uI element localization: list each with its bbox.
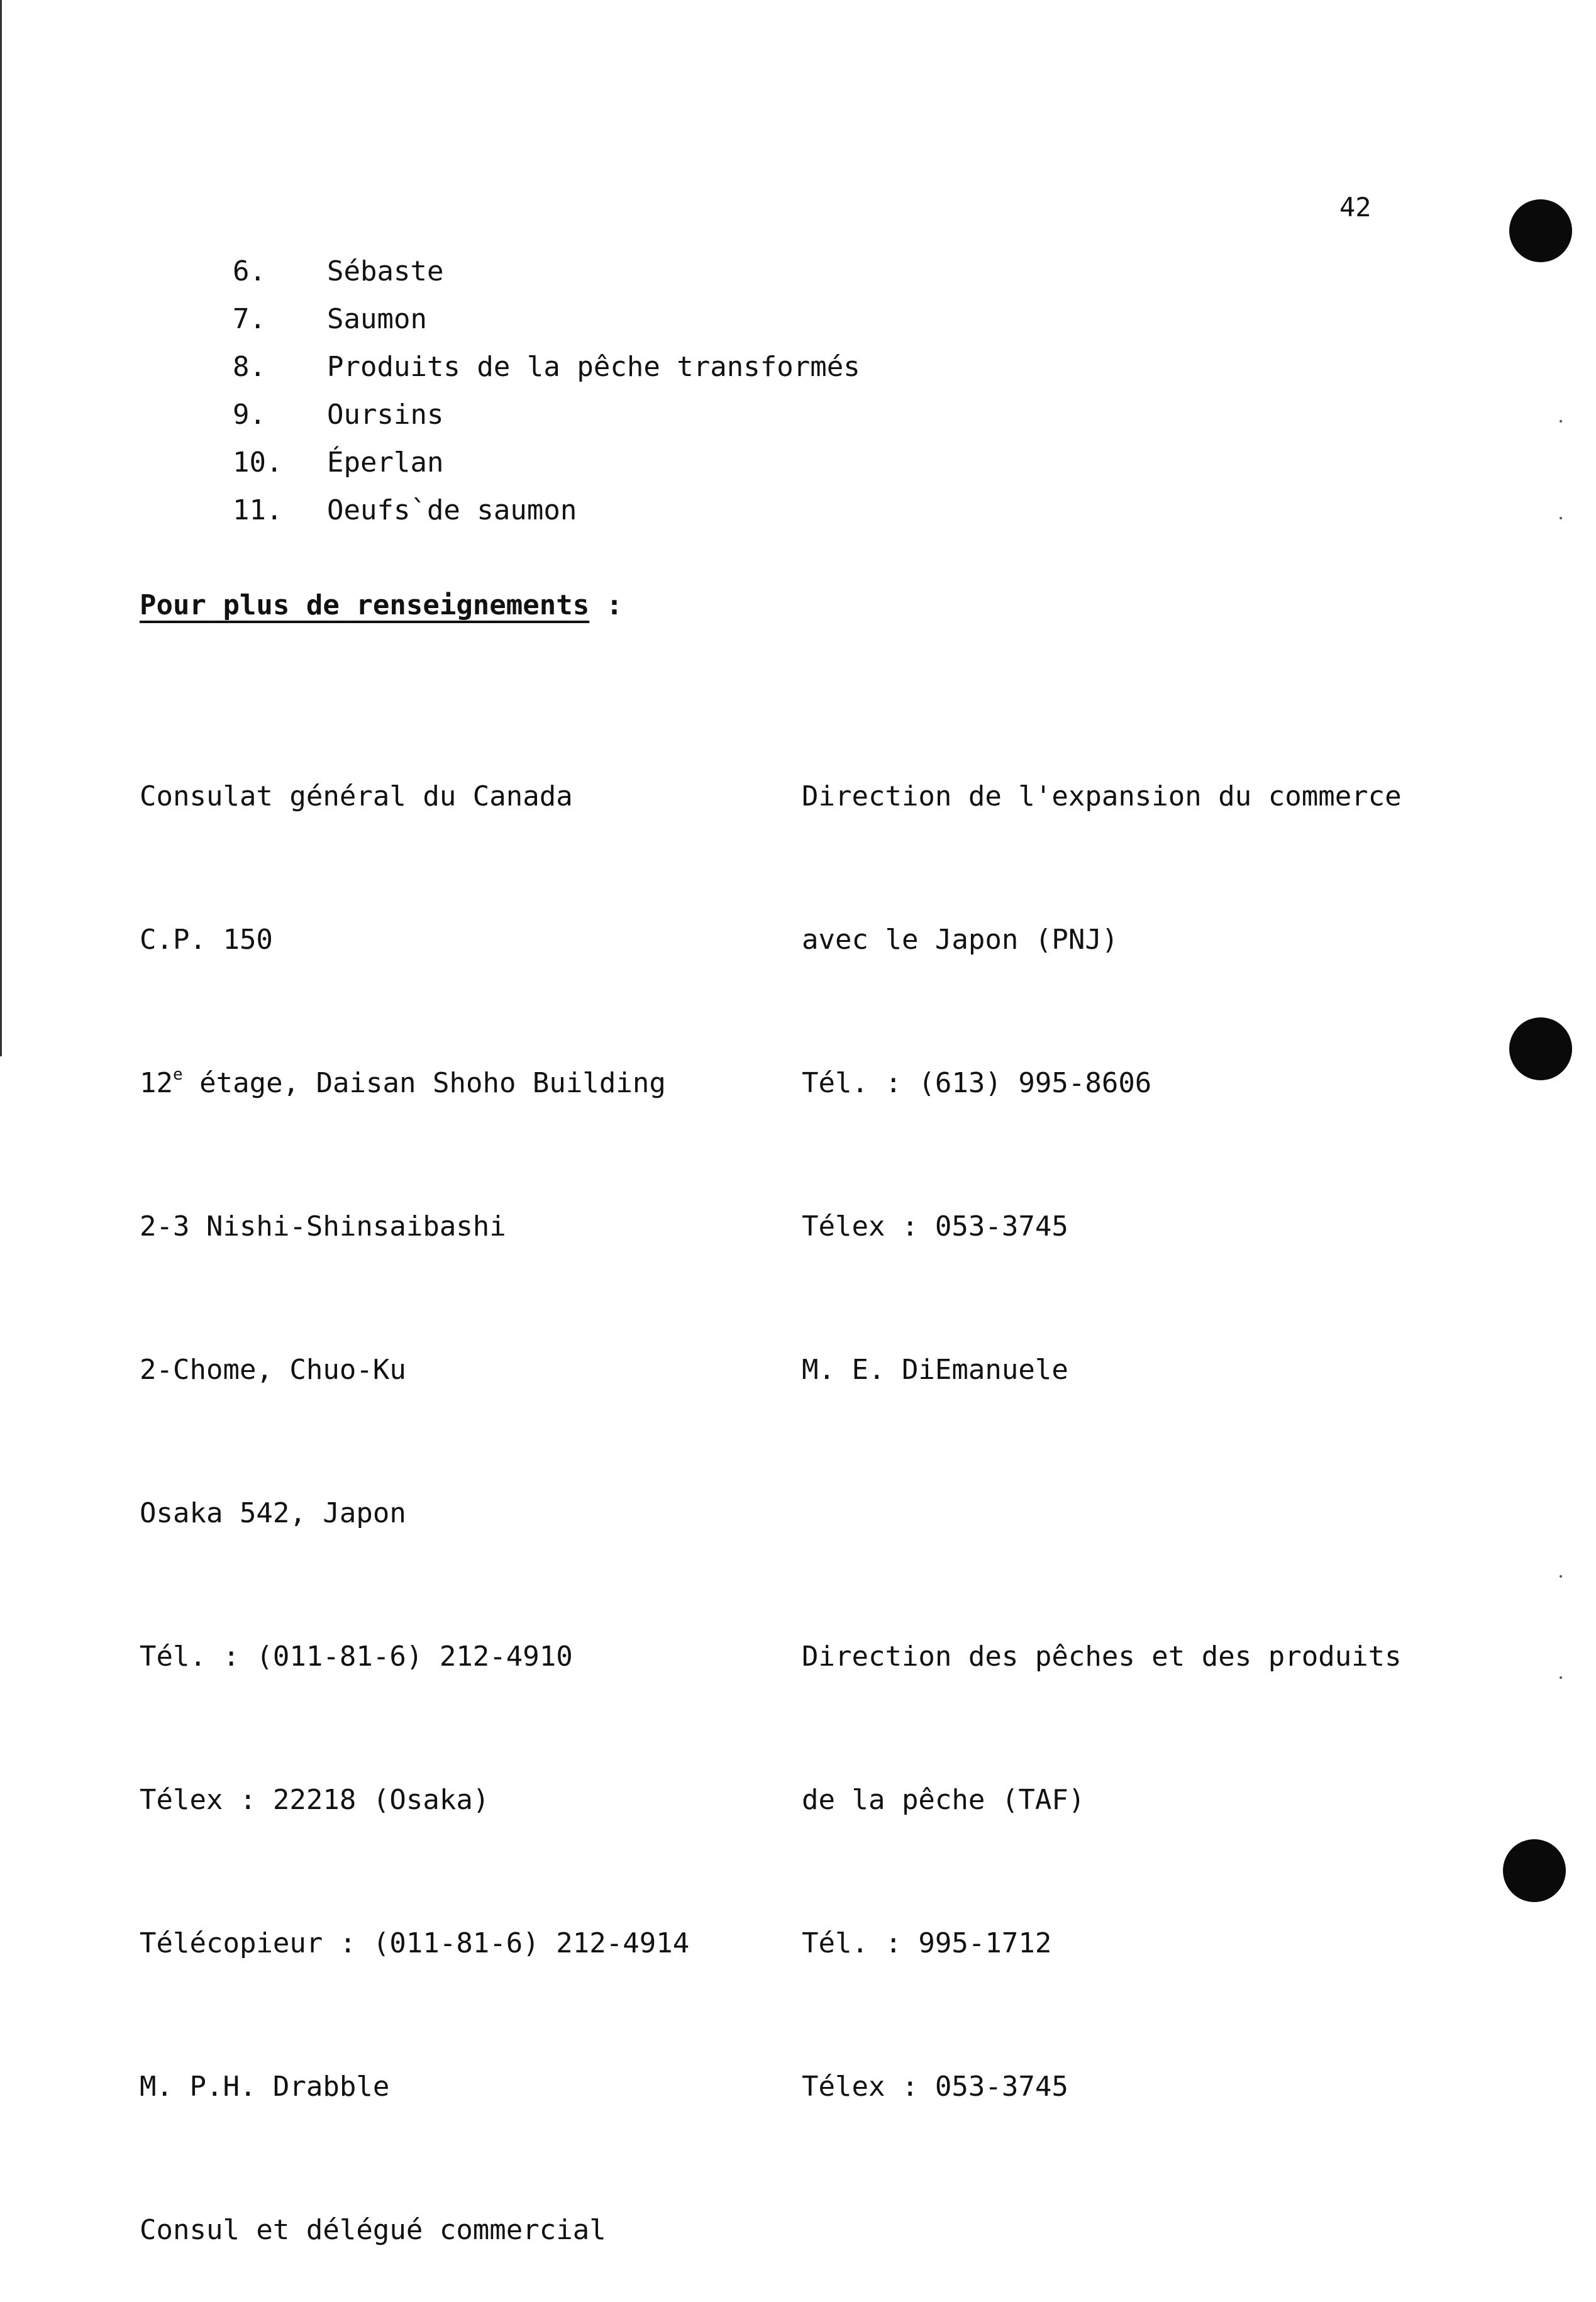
trade-direction-line1: Direction de l'expansion du commerce <box>802 780 1402 812</box>
list-item-number: 8. <box>233 351 266 383</box>
section-heading-colon: : <box>589 589 623 621</box>
list-item-label: Oeufs`de saumon <box>327 494 577 526</box>
trade-direction-contact: M. E. DiEmanuele <box>802 1354 1068 1386</box>
scan-speck <box>1560 420 1562 423</box>
scan-edge <box>0 0 2 1056</box>
list-item-label: Saumon <box>327 303 427 335</box>
scan-speck <box>1560 1575 1562 1578</box>
consulate-telex: Télex : 22218 (Osaka) <box>140 1784 490 1816</box>
list-item <box>233 296 860 343</box>
consulate-name: Consulat général du Canada <box>140 780 573 812</box>
scan-speck <box>1560 517 1562 519</box>
list-item-label: Éperlan <box>327 446 444 479</box>
species-list <box>233 248 860 534</box>
list-item-number: 7. <box>233 303 266 335</box>
fisheries-direction-tel: Tél. : 995-1712 <box>802 1927 1052 1959</box>
trade-direction-tel: Tél. : (613) 995-8606 <box>802 1067 1152 1099</box>
list-item-number: 10. <box>233 446 283 479</box>
trade-direction-telex: Télex : 053-3745 <box>802 1210 1068 1242</box>
consulate-fax: Télécopieur : (011-81-6) 212-4914 <box>140 1927 690 1959</box>
consulate-district: 2-Chome, Chuo-Ku <box>140 1354 406 1386</box>
list-item-label: Produits de la pêche transformés <box>327 351 860 383</box>
list-item <box>233 391 860 439</box>
consulate-contact-title: Consul et délégué commercial <box>140 2214 606 2246</box>
consulate-tel: Tél. : (011-81-6) 212-4910 <box>140 1641 573 1673</box>
section-heading-text: Pour plus de renseignements <box>140 589 590 621</box>
fisheries-direction-telex: Télex : 053-3745 <box>802 2071 1068 2103</box>
floor-superscript: e <box>172 1065 183 1085</box>
scan-speck <box>1560 1676 1562 1679</box>
fisheries-direction-line2: de la pêche (TAF) <box>802 1784 1085 1816</box>
list-item-number: 6. <box>233 255 266 287</box>
punch-hole-top <box>1509 199 1572 262</box>
fisheries-direction-line1: Direction des pêches et des produits <box>802 1641 1402 1673</box>
list-item <box>233 343 860 391</box>
list-item <box>233 248 860 296</box>
list-item-number: 9. <box>233 399 266 431</box>
page-number: 42 <box>1339 192 1372 223</box>
consulate-city: Osaka 542, Japon <box>140 1497 406 1529</box>
consulate-contact: M. P.H. Drabble <box>140 2071 390 2103</box>
trade-direction-line2: avec le Japon (PNJ) <box>802 924 1119 956</box>
list-item <box>233 487 860 534</box>
floor-number: 12 <box>140 1067 173 1099</box>
consulate-po-box: C.P. 150 <box>140 924 273 956</box>
section-heading <box>140 582 623 629</box>
list-item-label: Oursins <box>327 399 444 431</box>
list-item-number: 11. <box>233 494 283 526</box>
directions-address-block <box>802 677 1402 2159</box>
consulate-floor <box>140 1060 689 1107</box>
punch-hole-bottom <box>1503 1839 1566 1902</box>
consulate-address-block <box>140 677 689 2302</box>
list-item-label: Sébaste <box>327 255 444 287</box>
floor-rest: étage, Daisan Shoho Building <box>182 1067 666 1099</box>
list-item <box>233 439 860 487</box>
block-spacer <box>802 1490 1402 1537</box>
punch-hole-middle <box>1509 1017 1572 1080</box>
consulate-street: 2-3 Nishi-Shinsaibashi <box>140 1210 506 1242</box>
